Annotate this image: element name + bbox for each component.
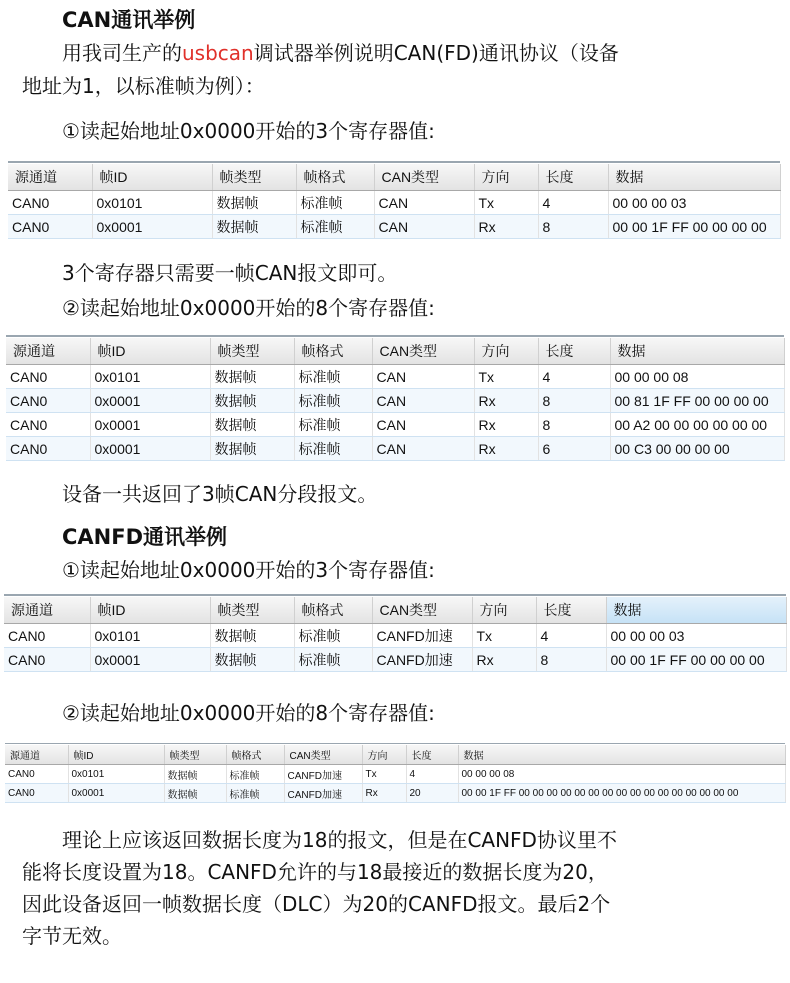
cell-data: 00 00 00 08 [458, 765, 785, 784]
column-header-length[interactable]: 长度 [538, 164, 608, 191]
cell-direction: Tx [472, 624, 536, 648]
cell-frame-format: 标准帧 [294, 365, 372, 389]
table-top-border [6, 335, 784, 337]
column-header-frame-format[interactable]: 帧格式 [296, 164, 374, 191]
can-section-heading: CAN通讯举例 [62, 8, 196, 32]
table-row[interactable] [4, 648, 786, 672]
column-header-frame-format[interactable]: 帧格式 [294, 597, 372, 624]
table-row[interactable] [8, 191, 780, 215]
cell-frame-format: 标准帧 [294, 648, 372, 672]
cell-data: 00 C3 00 00 00 00 [610, 437, 784, 461]
column-header-source-channel[interactable]: 源通道 [4, 597, 90, 624]
can-note-1: 3个寄存器只需要一帧CAN报文即可。 [62, 261, 398, 285]
cell-can-type: CANFD加速 [372, 648, 472, 672]
column-header-data[interactable]: 数据 [608, 164, 780, 191]
cell-data: 00 00 1F FF 00 00 00 00 [606, 648, 786, 672]
cell-frame-id: 0x0001 [68, 784, 164, 803]
table-row[interactable] [6, 365, 784, 389]
column-header-frame-type[interactable]: 帧类型 [210, 597, 294, 624]
cell-can-type: CAN [374, 191, 474, 215]
cell-frame-format: 标准帧 [226, 784, 284, 803]
canfd-step-1: ①读起始地址0x0000开始的3个寄存器值: [62, 558, 435, 582]
cell-frame-format: 标准帧 [226, 765, 284, 784]
canfd-section-heading: CANFD通讯举例 [62, 525, 228, 549]
cell-frame-id: 0x0001 [90, 413, 210, 437]
table-row[interactable] [8, 215, 780, 239]
column-header-length[interactable]: 长度 [536, 597, 606, 624]
cell-source-channel: CAN0 [5, 784, 68, 803]
table-header-row [5, 745, 785, 765]
cell-frame-id: 0x0101 [90, 624, 210, 648]
column-header-frame-type[interactable]: 帧类型 [210, 338, 294, 365]
table-row[interactable] [5, 784, 785, 803]
cell-direction: Rx [474, 437, 538, 461]
usbcan-link[interactable]: usbcan [182, 41, 254, 65]
conclusion-line-1: 理论上应该返回数据长度为18的报文，但是在CANFD协议里不 [62, 828, 617, 852]
column-header-direction[interactable]: 方向 [474, 338, 538, 365]
cell-frame-id: 0x0001 [90, 437, 210, 461]
column-header-length[interactable]: 长度 [406, 745, 458, 765]
column-header-frame-id[interactable]: 帧ID [68, 745, 164, 765]
cell-length: 8 [538, 413, 610, 437]
column-header-source-channel[interactable]: 源通道 [8, 164, 92, 191]
cell-length: 4 [538, 365, 610, 389]
cell-direction: Tx [362, 765, 406, 784]
cell-data: 00 00 1F FF 00 00 00 00 00 00 00 00 00 00 00 00 00 00 00 00 [458, 784, 785, 803]
cell-data: 00 00 00 03 [608, 191, 780, 215]
cell-frame-format: 标准帧 [296, 215, 374, 239]
can-step-2: ②读起始地址0x0000开始的8个寄存器值: [62, 296, 435, 320]
cell-frame-type: 数据帧 [210, 389, 294, 413]
cell-can-type: CAN [372, 365, 474, 389]
cell-data: 00 A2 00 00 00 00 00 00 [610, 413, 784, 437]
cell-frame-type: 数据帧 [212, 215, 296, 239]
can-step-1: ①读起始地址0x0000开始的3个寄存器值: [62, 119, 435, 143]
cell-source-channel: CAN0 [6, 389, 90, 413]
cell-data: 00 81 1F FF 00 00 00 00 [610, 389, 784, 413]
column-header-can-type[interactable]: CAN类型 [372, 597, 472, 624]
cell-can-type: CAN [372, 413, 474, 437]
cell-length: 6 [538, 437, 610, 461]
cell-direction: Tx [474, 191, 538, 215]
column-header-frame-format[interactable]: 帧格式 [294, 338, 372, 365]
cell-source-channel: CAN0 [8, 191, 92, 215]
cell-source-channel: CAN0 [6, 413, 90, 437]
cell-can-type: CAN [372, 389, 474, 413]
cell-direction: Tx [474, 365, 538, 389]
cell-source-channel: CAN0 [6, 365, 90, 389]
cell-length: 8 [538, 215, 608, 239]
intro-line-1 [62, 37, 619, 66]
table-row[interactable] [4, 624, 786, 648]
cell-source-channel: CAN0 [5, 765, 68, 784]
cell-can-type: CANFD加速 [284, 784, 362, 803]
cell-length: 8 [536, 648, 606, 672]
cell-data: 00 00 00 03 [606, 624, 786, 648]
table-row[interactable] [6, 413, 784, 437]
cell-frame-type: 数据帧 [210, 365, 294, 389]
cell-source-channel: CAN0 [6, 437, 90, 461]
cell-length: 20 [406, 784, 458, 803]
intro-line-2: 地址为1，以标准帧为例）： [22, 74, 265, 98]
cell-frame-type: 数据帧 [210, 413, 294, 437]
can-table-8-registers [6, 338, 785, 461]
cell-source-channel: CAN0 [4, 624, 90, 648]
cell-length: 8 [538, 389, 610, 413]
cell-frame-format: 标准帧 [294, 624, 372, 648]
cell-frame-id: 0x0001 [90, 389, 210, 413]
conclusion-line-4: 字节无效。 [22, 924, 122, 948]
cell-frame-type: 数据帧 [210, 624, 294, 648]
cell-frame-type: 数据帧 [212, 191, 296, 215]
column-header-direction[interactable]: 方向 [474, 164, 538, 191]
conclusion-line-3: 因此设备返回一帧数据长度（DLC）为20的CANFD报文。最后2个 [22, 892, 611, 916]
cell-can-type: CAN [374, 215, 474, 239]
cell-frame-id: 0x0101 [68, 765, 164, 784]
column-header-frame-type[interactable]: 帧类型 [164, 745, 226, 765]
column-header-frame-id[interactable]: 帧ID [90, 597, 210, 624]
cell-length: 4 [536, 624, 606, 648]
column-header-source-channel[interactable]: 源通道 [6, 338, 90, 365]
cell-frame-format: 标准帧 [296, 191, 374, 215]
column-header-frame-format[interactable]: 帧格式 [226, 745, 284, 765]
cell-frame-id: 0x0101 [92, 191, 212, 215]
cell-data: 00 00 1F FF 00 00 00 00 [608, 215, 780, 239]
cell-frame-id: 0x0101 [90, 365, 210, 389]
cell-frame-type: 数据帧 [164, 765, 226, 784]
cell-frame-type: 数据帧 [210, 437, 294, 461]
cell-frame-id: 0x0001 [92, 215, 212, 239]
cell-frame-type: 数据帧 [210, 648, 294, 672]
table-top-border [5, 743, 785, 744]
conclusion-line-2: 能将长度设置为18。CANFD允许的与18最接近的数据长度为20， [22, 860, 608, 884]
table-header-row [4, 597, 786, 624]
can-table-3-registers [8, 164, 781, 239]
table-top-border [4, 594, 786, 596]
canfd-table-8-registers [5, 745, 786, 803]
cell-frame-id: 0x0001 [90, 648, 210, 672]
column-header-data[interactable]: 数据 [606, 597, 786, 624]
column-header-can-type[interactable]: CAN类型 [284, 745, 362, 765]
column-header-direction[interactable]: 方向 [362, 745, 406, 765]
intro-suffix: 调试器举例说明CAN(FD)通讯协议（设备 [253, 41, 619, 65]
cell-frame-type: 数据帧 [164, 784, 226, 803]
cell-length: 4 [406, 765, 458, 784]
cell-data: 00 00 00 08 [610, 365, 784, 389]
cell-frame-format: 标准帧 [294, 413, 372, 437]
column-header-frame-id[interactable]: 帧ID [90, 338, 210, 365]
cell-can-type: CANFD加速 [284, 765, 362, 784]
cell-can-type: CAN [372, 437, 474, 461]
column-header-data[interactable]: 数据 [458, 745, 785, 765]
canfd-step-2: ②读起始地址0x0000开始的8个寄存器值: [62, 701, 435, 725]
table-top-border [8, 161, 780, 163]
column-header-frame-type[interactable]: 帧类型 [212, 164, 296, 191]
column-header-length[interactable]: 长度 [538, 338, 610, 365]
column-header-source-channel[interactable]: 源通道 [5, 745, 68, 765]
table-row[interactable] [5, 765, 785, 784]
cell-direction: Rx [474, 413, 538, 437]
column-header-direction[interactable]: 方向 [472, 597, 536, 624]
cell-frame-format: 标准帧 [294, 389, 372, 413]
cell-direction: Rx [474, 389, 538, 413]
cell-can-type: CANFD加速 [372, 624, 472, 648]
table-row[interactable] [6, 437, 784, 461]
intro-prefix: 用我司生产的 [62, 41, 182, 65]
table-header-row [8, 164, 780, 191]
column-header-frame-id[interactable]: 帧ID [92, 164, 212, 191]
cell-direction: Rx [474, 215, 538, 239]
cell-source-channel: CAN0 [8, 215, 92, 239]
table-row[interactable] [6, 389, 784, 413]
cell-frame-format: 标准帧 [294, 437, 372, 461]
cell-direction: Rx [362, 784, 406, 803]
canfd-table-3-registers [4, 597, 787, 672]
cell-direction: Rx [472, 648, 536, 672]
column-header-can-type[interactable]: CAN类型 [372, 338, 474, 365]
table-header-row [6, 338, 784, 365]
column-header-can-type[interactable]: CAN类型 [374, 164, 474, 191]
cell-length: 4 [538, 191, 608, 215]
can-note-2: 设备一共返回了3帧CAN分段报文。 [62, 482, 378, 506]
cell-source-channel: CAN0 [4, 648, 90, 672]
column-header-data[interactable]: 数据 [610, 338, 784, 365]
